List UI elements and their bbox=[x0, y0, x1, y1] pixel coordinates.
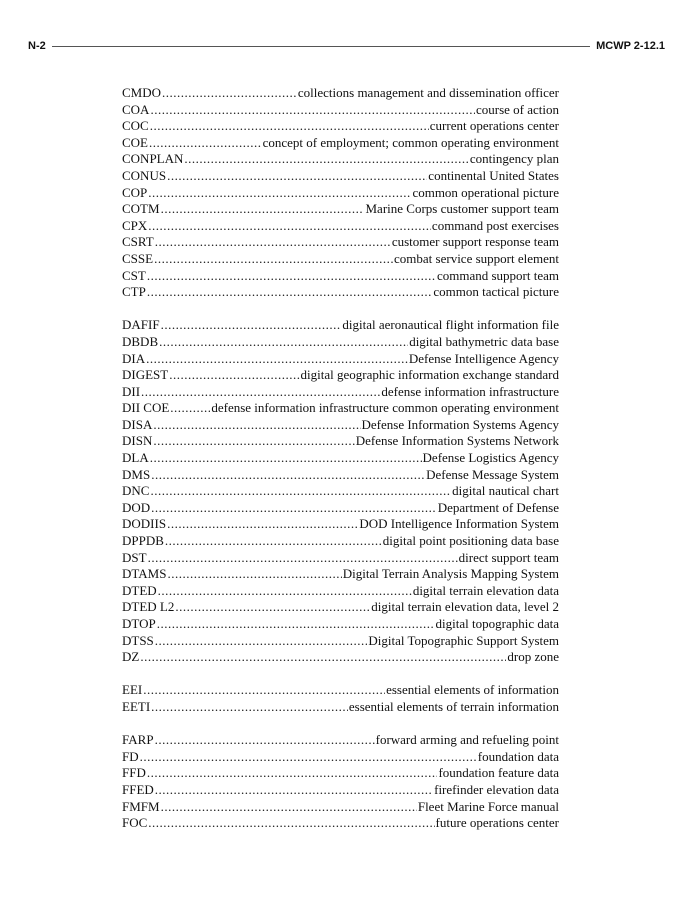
acronym: DTED L2 bbox=[122, 599, 175, 615]
dot-leader bbox=[153, 417, 360, 434]
glossary-entry bbox=[122, 682, 559, 699]
acronym: DZ bbox=[122, 649, 140, 665]
acronym: FARP bbox=[122, 732, 154, 748]
definition: digital terrain elevation data bbox=[412, 582, 559, 598]
acronym: COA bbox=[122, 101, 150, 117]
definition: direct support team bbox=[458, 549, 559, 565]
acronym: DPPDB bbox=[122, 533, 164, 549]
dot-leader bbox=[140, 749, 477, 766]
acronym: COE bbox=[122, 134, 148, 150]
dot-leader bbox=[148, 218, 431, 235]
definition: continental United States bbox=[428, 167, 559, 183]
glossary-entry bbox=[122, 102, 559, 119]
glossary-entry bbox=[122, 284, 559, 301]
acronym: FFD bbox=[122, 765, 146, 781]
glossary-entry bbox=[122, 218, 559, 235]
dot-leader bbox=[165, 533, 382, 550]
definition: customer support response team bbox=[391, 234, 559, 250]
glossary-entry bbox=[122, 633, 559, 650]
glossary-entry bbox=[122, 251, 559, 268]
dot-leader bbox=[175, 599, 370, 616]
definition: combat service support element bbox=[394, 250, 559, 266]
document-title: MCWP 2-12.1 bbox=[596, 40, 665, 52]
definition: digital aeronautical flight information file bbox=[342, 317, 559, 333]
definition: firefinder elevation data bbox=[434, 781, 559, 797]
definition: Digital Topographic Support System bbox=[368, 632, 559, 648]
dot-leader bbox=[167, 516, 358, 533]
definition: digital geographic information exchange standard bbox=[300, 367, 559, 383]
acronym: COC bbox=[122, 118, 149, 134]
dot-leader bbox=[169, 367, 299, 384]
definition: Fleet Marine Force manual bbox=[417, 798, 559, 814]
definition: contingency plan bbox=[469, 151, 559, 167]
definition: digital topographic data bbox=[435, 616, 559, 631]
definition: command post exercises bbox=[431, 217, 559, 233]
acronym: DIGEST bbox=[122, 367, 169, 383]
acronym: CSRT bbox=[122, 234, 154, 250]
dot-leader bbox=[150, 483, 451, 500]
dot-leader bbox=[148, 185, 411, 202]
acronym-glossary bbox=[122, 85, 559, 832]
dot-leader bbox=[150, 118, 429, 135]
acronym: DISA bbox=[122, 416, 153, 432]
acronym: DII bbox=[122, 383, 141, 399]
glossary-entry bbox=[122, 151, 559, 168]
page-number: N-2 bbox=[28, 40, 46, 52]
glossary-entry bbox=[122, 334, 559, 351]
acronym: CPX bbox=[122, 217, 148, 233]
dot-leader bbox=[150, 450, 422, 467]
group-spacer bbox=[122, 666, 559, 683]
definition: defense information infrastructure bbox=[381, 383, 559, 399]
dot-leader bbox=[147, 765, 438, 782]
glossary-entry bbox=[122, 616, 559, 633]
glossary-entry bbox=[122, 699, 559, 716]
dot-leader bbox=[155, 633, 368, 650]
definition: Defense Logistics Agency bbox=[422, 450, 559, 466]
definition: Marine Corps customer support team bbox=[365, 201, 559, 217]
definition: Defense Information Systems Agency bbox=[361, 416, 559, 432]
glossary-entry bbox=[122, 533, 559, 550]
acronym: CONPLAN bbox=[122, 151, 184, 167]
dot-leader bbox=[143, 682, 385, 699]
acronym: DTED bbox=[122, 582, 157, 598]
dot-leader bbox=[170, 400, 210, 417]
acronym: CTP bbox=[122, 284, 146, 300]
glossary-entry bbox=[122, 433, 559, 450]
dot-leader bbox=[161, 317, 342, 334]
glossary-entry bbox=[122, 566, 559, 583]
dot-leader bbox=[184, 151, 468, 168]
glossary-entry bbox=[122, 367, 559, 384]
dot-leader bbox=[150, 102, 475, 119]
glossary-entry bbox=[122, 185, 559, 202]
dot-leader bbox=[141, 384, 380, 401]
glossary-entry bbox=[122, 500, 559, 517]
definition: digital point positioning data base bbox=[382, 533, 559, 549]
definition: digital bathymetric data base bbox=[409, 333, 559, 349]
acronym: DLA bbox=[122, 450, 149, 466]
acronym: DODIIS bbox=[122, 516, 167, 532]
acronym: DST bbox=[122, 549, 147, 565]
definition: current operations center bbox=[429, 118, 559, 134]
glossary-entry bbox=[122, 268, 559, 285]
definition: foundation data bbox=[477, 748, 559, 764]
dot-leader bbox=[149, 135, 262, 152]
definition: common operational picture bbox=[412, 184, 559, 200]
acronym: DMS bbox=[122, 466, 151, 482]
dot-leader bbox=[146, 351, 408, 368]
glossary-entry bbox=[122, 649, 559, 666]
acronym: DTOP bbox=[122, 616, 156, 631]
glossary-entry bbox=[122, 749, 559, 766]
acronym: CONUS bbox=[122, 167, 167, 183]
glossary-entry bbox=[122, 599, 559, 616]
definition: essential elements of information bbox=[386, 682, 559, 698]
acronym: CST bbox=[122, 267, 146, 283]
glossary-entry bbox=[122, 550, 559, 567]
definition: concept of employment; common operating environment bbox=[262, 134, 559, 150]
dot-leader bbox=[148, 550, 458, 567]
acronym: FFED bbox=[122, 781, 154, 797]
definition: DOD Intelligence Information System bbox=[359, 516, 559, 532]
dot-leader bbox=[147, 284, 433, 301]
definition: collections management and dissemination officer bbox=[297, 85, 559, 100]
glossary-entry bbox=[122, 483, 559, 500]
acronym: CSSE bbox=[122, 250, 154, 266]
acronym: FMFM bbox=[122, 798, 160, 814]
acronym: DTAMS bbox=[122, 566, 167, 582]
glossary-entry bbox=[122, 450, 559, 467]
header-rule bbox=[52, 46, 590, 47]
glossary-entry bbox=[122, 118, 559, 135]
dot-leader bbox=[151, 699, 348, 716]
dot-leader bbox=[161, 201, 365, 218]
glossary-entry bbox=[122, 234, 559, 251]
group-spacer bbox=[122, 716, 559, 733]
definition: Defense Intelligence Agency bbox=[408, 350, 559, 366]
glossary-entry bbox=[122, 765, 559, 782]
definition: forward arming and refueling point bbox=[375, 732, 559, 748]
glossary-entry bbox=[122, 351, 559, 368]
glossary-entry bbox=[122, 732, 559, 749]
glossary-entry bbox=[122, 400, 559, 417]
glossary-entry bbox=[122, 135, 559, 152]
glossary-entry bbox=[122, 815, 559, 832]
definition: digital terrain elevation data, level 2 bbox=[371, 599, 559, 615]
page-header bbox=[28, 40, 665, 52]
definition: course of action bbox=[475, 101, 559, 117]
glossary-entry bbox=[122, 583, 559, 600]
dot-leader bbox=[140, 649, 506, 666]
acronym: COTM bbox=[122, 201, 160, 217]
dot-leader bbox=[148, 815, 434, 832]
definition: Defense Message System bbox=[426, 466, 559, 482]
definition: defense information infrastructure common operating environment bbox=[211, 400, 559, 416]
glossary-entry bbox=[122, 168, 559, 185]
glossary-entry bbox=[122, 384, 559, 401]
dot-leader bbox=[158, 583, 412, 600]
dot-leader bbox=[155, 234, 391, 251]
definition: common tactical picture bbox=[433, 284, 559, 300]
definition: future operations center bbox=[435, 815, 559, 831]
definition: drop zone bbox=[507, 649, 559, 665]
definition: foundation feature data bbox=[438, 765, 559, 781]
acronym: DISN bbox=[122, 433, 153, 449]
glossary-entry bbox=[122, 85, 559, 102]
acronym: CMDO bbox=[122, 85, 162, 100]
group-spacer bbox=[122, 301, 559, 318]
dot-leader bbox=[161, 799, 417, 816]
definition: Digital Terrain Analysis Mapping System bbox=[342, 566, 559, 582]
acronym: DAFIF bbox=[122, 317, 160, 333]
dot-leader bbox=[167, 168, 427, 185]
acronym: FD bbox=[122, 748, 139, 764]
acronym: EEI bbox=[122, 682, 143, 698]
dot-leader bbox=[153, 433, 354, 450]
glossary-entry bbox=[122, 516, 559, 533]
acronym: COP bbox=[122, 184, 148, 200]
dot-leader bbox=[154, 251, 393, 268]
glossary-entry bbox=[122, 317, 559, 334]
definition: digital nautical chart bbox=[452, 483, 559, 499]
dot-leader bbox=[167, 566, 341, 583]
acronym: DNC bbox=[122, 483, 150, 499]
dot-leader bbox=[162, 85, 297, 102]
definition: Defense Information Systems Network bbox=[355, 433, 559, 449]
acronym: DBDB bbox=[122, 333, 159, 349]
dot-leader bbox=[155, 732, 375, 749]
acronym: DII COE bbox=[122, 400, 170, 416]
definition: essential elements of terrain information bbox=[348, 698, 559, 714]
glossary-entry bbox=[122, 799, 559, 816]
dot-leader bbox=[151, 500, 437, 517]
acronym: DTSS bbox=[122, 632, 154, 648]
definition: command support team bbox=[436, 267, 559, 283]
definition: Department of Defense bbox=[437, 499, 559, 515]
acronym: DOD bbox=[122, 499, 151, 515]
acronym: EETI bbox=[122, 698, 151, 714]
dot-leader bbox=[159, 334, 408, 351]
acronym: FOC bbox=[122, 815, 148, 831]
dot-leader bbox=[157, 616, 435, 633]
acronym: DIA bbox=[122, 350, 146, 366]
glossary-entry bbox=[122, 417, 559, 434]
glossary-entry bbox=[122, 467, 559, 484]
dot-leader bbox=[155, 782, 433, 799]
glossary-entry bbox=[122, 201, 559, 218]
dot-leader bbox=[151, 467, 425, 484]
dot-leader bbox=[147, 268, 436, 285]
glossary-entry bbox=[122, 782, 559, 799]
